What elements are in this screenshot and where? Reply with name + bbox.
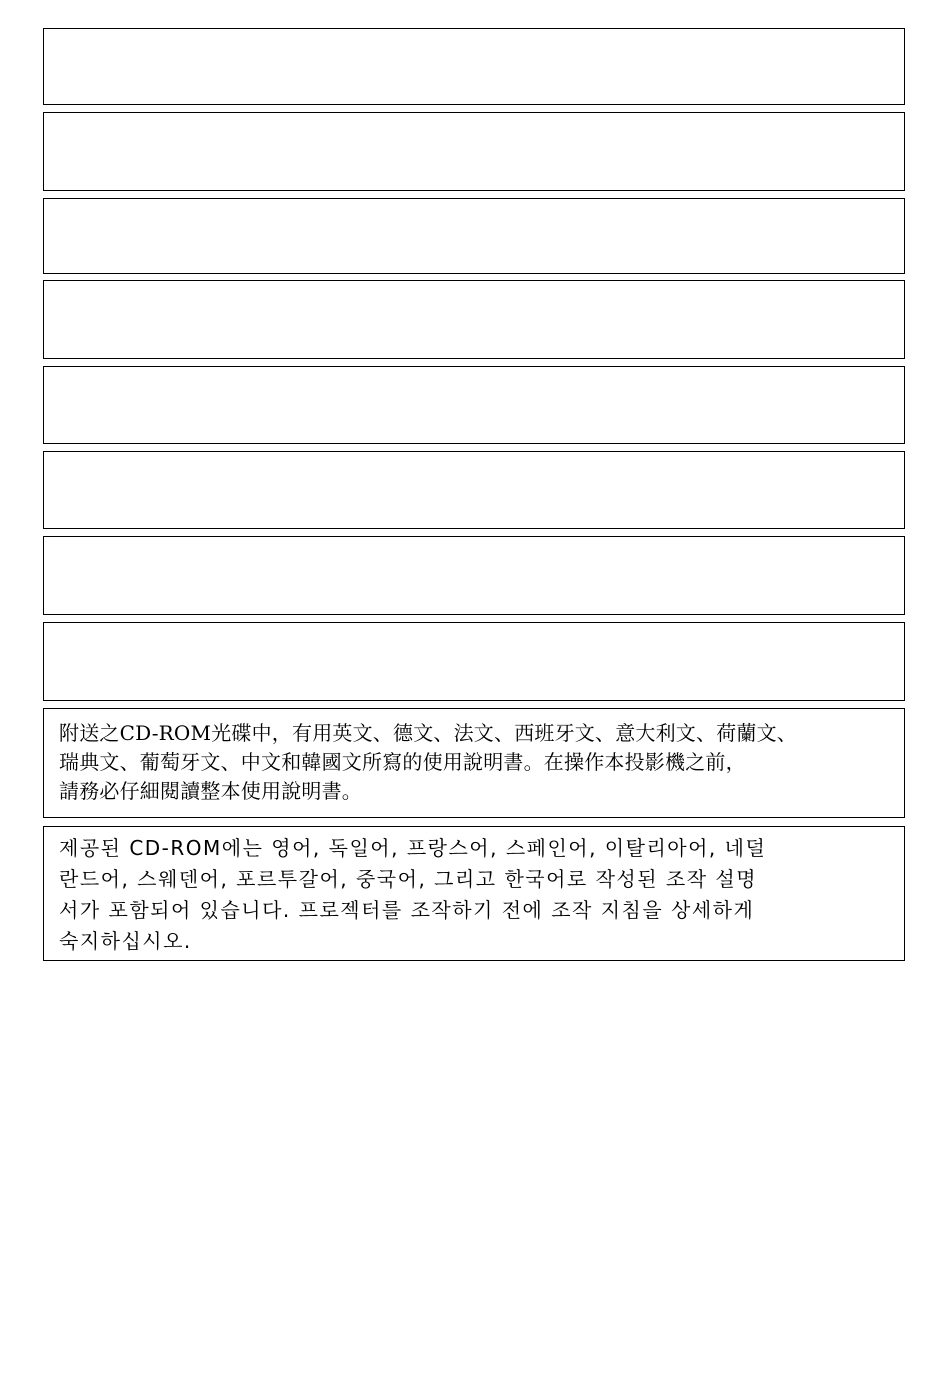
korean-notice-box [43,826,905,961]
korean-notice-line-2: 란드어, 스웨덴어, 포르투갈어, 중국어, 그리고 한국어로 작성된 조작 설명 [59,867,758,891]
empty-box-1 [43,28,905,105]
empty-box-5 [43,366,905,444]
chinese-notice-line-1: 附送之CD-ROM光碟中，有用英文、德文、法文、西班牙文、意大利文、荷蘭文、 [59,721,797,745]
empty-box-6 [43,451,905,529]
empty-box-3 [43,198,905,274]
empty-box-8 [43,622,905,701]
chinese-notice-line-2: 瑞典文、葡萄牙文、中文和韓國文所寫的使用說明書。在操作本投影機之前， [59,750,746,774]
chinese-notice-box [43,708,905,818]
empty-box-4 [43,280,905,359]
chinese-notice-line-3: 請務必仔細閱讀整本使用說明書。 [59,779,362,803]
empty-box-2 [43,112,905,191]
korean-notice-line-3: 서가 포함되어 있습니다. 프로젝터를 조작하기 전에 조작 지침을 상세하게 [59,898,755,922]
empty-box-7 [43,536,905,615]
korean-notice-line-1: 제공된 CD-ROM에는 영어, 독일어, 프랑스어, 스페인어, 이탈리아어, 네덜 [59,836,767,860]
korean-notice-line-4: 숙지하십시오. [59,929,192,953]
